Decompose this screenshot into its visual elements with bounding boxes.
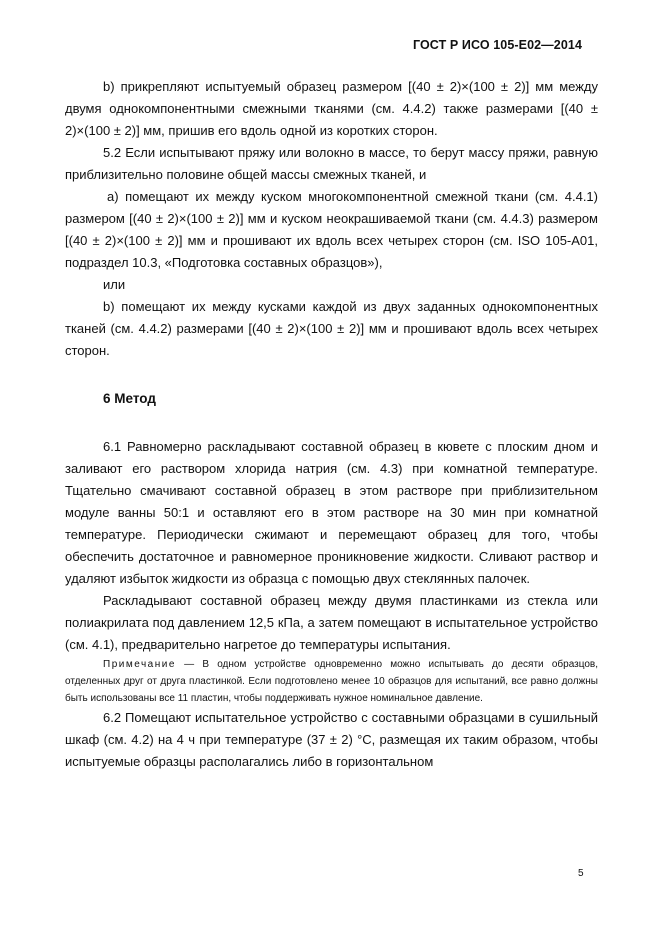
paragraph-or: или	[103, 277, 126, 292]
paragraph-5-2: 5.2 Если испытывают пряжу или волокно в массе, то берут массу пряжи, равную приблизительно половине общей массы смежных тканей, и	[65, 145, 598, 182]
paragraph-5-2-a: а) помещают их между куском многокомпонентной смежной ткани (см. 4.4.1) размером [(40 ± 2)×(100 ± 2)] мм и куском неокрашиваемой ткани (см. 4.4.3) размером [(40 ± 2)×(100 ± 2)] мм и прошивают их вдоль всех четырех сторон (см. ISO 105-А01, подраздел 10.3, «Подготовка составных образцов»),	[65, 189, 598, 270]
document-header: ГОСТ Р ИСО 105-Е02—2014	[412, 38, 582, 52]
paragraph-5-1-b: b) прикрепляют испытуемый образец размером [(40 ± 2)×(100 ± 2)] мм между двумя однокомпонентными смежными тканями (см. 4.4.2) также размерами [(40 ± 2)×(100 ± 2)] мм, пришив его вдоль одной из коротких сторон.	[65, 79, 598, 138]
document-body	[65, 76, 598, 773]
paragraph-5-2-b: b) помещают их между кусками каждой из двух заданных однокомпонентных тканей (см. 4.4.2) размерами [(40 ± 2)×(100 ± 2)] мм и прошивают вдоль всех четырех сторон.	[65, 299, 598, 358]
paragraph-6-1: 6.1 Равномерно раскладывают составной образец в кювете с плоским дном и заливают его раствором хлорида натрия (см. 4.3) при комнатной температуре. Тщательно смачивают составной образец в этом растворе при приблизительном модуле ванны 50:1 и оставляют его в этом растворе на 30 мин при комнатной температуре. Периодически сжимают и перемещают образец для того, чтобы обеспечить достаточное и равномерное проникновение жидкости. Сливают раствор и удаляют избыток жидкости из образца с помощью двух стеклянных палочек.	[65, 439, 598, 586]
paragraph-6-1-continued: Раскладывают составной образец между двумя пластинками из стекла или полиакрилата под давлением 12,5 кПа, а затем помещают в испытательное устройство (см. 4.1), предварительно нагретое до температуры испытания.	[65, 593, 598, 652]
note-label: Примечание	[103, 659, 176, 670]
section-heading: 6 Метод	[103, 391, 156, 406]
page-number: 5	[578, 868, 584, 879]
note	[65, 656, 598, 707]
paragraph-6-2: 6.2 Помещают испытательное устройство с составными образцами в сушильный шкаф (см. 4.2) на 4 ч при температуре (37 ± 2) °С, размещая их таким образом, чтобы испытуемые образцы располагались либо в горизонтальном	[65, 710, 598, 769]
note-text: — В одном устройстве одновременно можно испытывать до десяти образцов, отделенных друг от друга пластинкой. Если подготовлено менее 10 образцов для испытаний, все равно должны быть использованы все 11 пластин, чтобы поддерживать нужное номинальное давление.	[65, 659, 598, 704]
